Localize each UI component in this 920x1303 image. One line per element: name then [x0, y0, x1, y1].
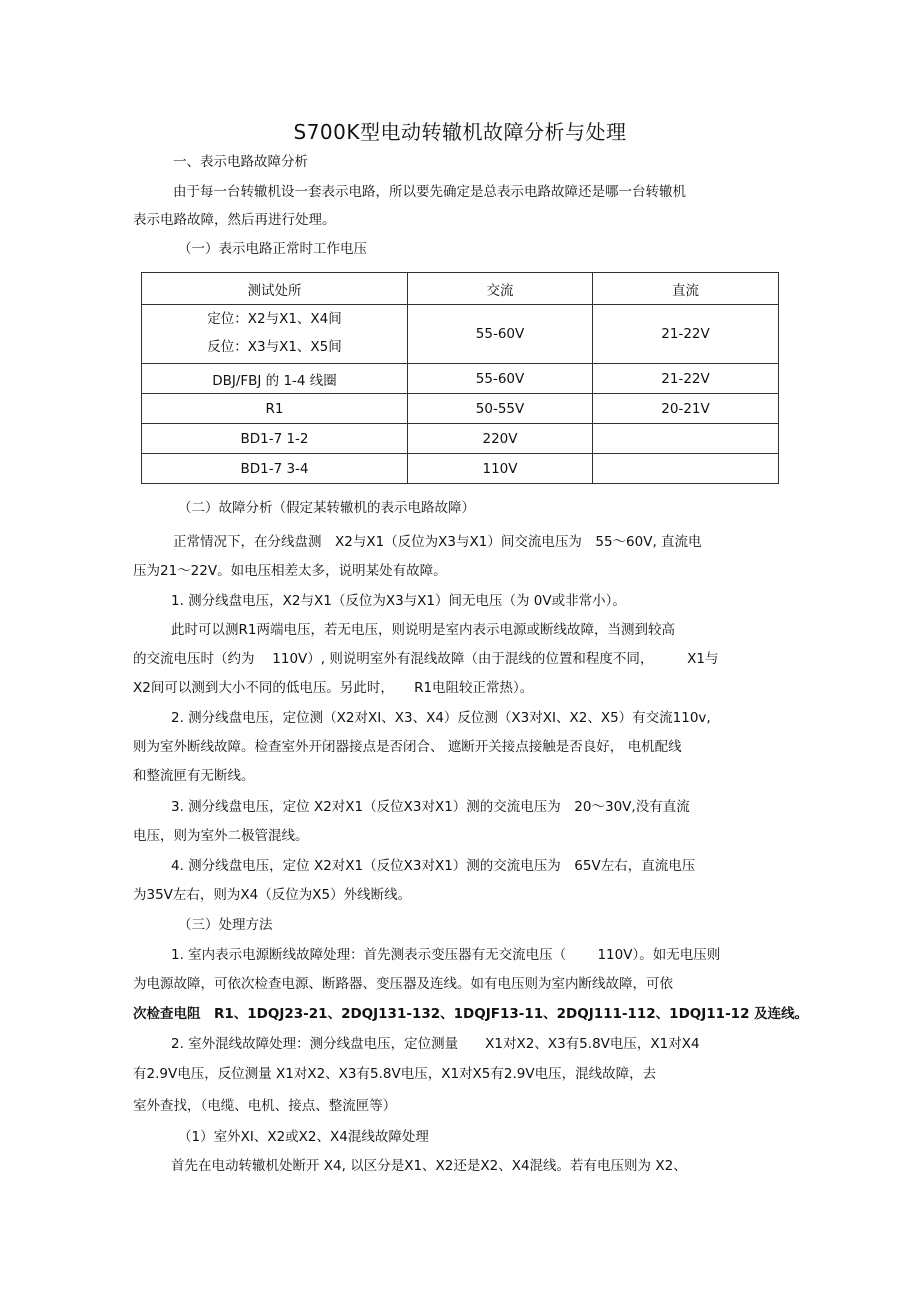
cell-ac: 220V	[408, 424, 593, 454]
table-row	[142, 364, 779, 394]
paragraph-normal-line2: 压为21～22V。如电压相差太多，说明某处有故障。	[133, 563, 447, 579]
paragraph-intro-line2: 表示电路故障，然后再进行处理。	[133, 212, 336, 228]
subsection2-heading: （二）故障分析（假定某转辙机的表示电路故障）	[178, 500, 475, 516]
cell-dc	[593, 454, 779, 484]
table-row	[142, 454, 779, 484]
item4-line2: 为35V左右，则为X4（反位为X5）外线断线。	[133, 887, 412, 903]
cell-ac: 110V	[408, 454, 593, 484]
paragraph-intro-line1: 由于每一台转辙机设一套表示电路，所以要先确定是总表示电路故障还是哪一台转辙机	[173, 184, 686, 200]
item2-line3: 和整流匣有无断线。	[133, 768, 255, 784]
cell-dc: 21-22V	[593, 305, 779, 364]
fix2-line2: 有2.9V电压，反位测量 X1对X2、X3有5.8V电压，X1对X5有2.9V电压，混线故障，去	[133, 1066, 657, 1082]
table-row	[142, 305, 779, 364]
section1-heading: 一、表示电路故障分析	[173, 154, 308, 170]
item1-line3: 的交流电压时（约为 110V）, 则说明室外有混线故障（由于混线的位置和程度不同， X1与	[133, 651, 719, 667]
item1-line4: X2间可以测到大小不同的低电压。另此时， R1电阻较正常热）。	[133, 680, 534, 696]
fix2-sub-line1: 首先在电动转辙机处断开 X4, 以区分是X1、X2还是X2、X4混线。若有电压则为 X2、	[171, 1158, 687, 1174]
item1-line2: 此时可以测R1两端电压，若无电压，则说明是室内表示电源或断线故障，当测到较高	[171, 622, 675, 638]
header-location: 测试处所	[142, 273, 408, 305]
subsection3-heading: （三）处理方法	[178, 917, 273, 933]
subsection1-heading: （一）表示电路正常时工作电压	[178, 241, 367, 257]
paragraph-normal-line1: 正常情况下，在分线盘测 X2与X1（反位为X3与X1）间交流电压为 55～60V, 直流电	[173, 534, 702, 550]
item3-line2: 电压，则为室外二极管混线。	[133, 828, 309, 844]
cell-ac: 55-60V	[408, 305, 593, 364]
fix2-subheading: （1）室外XI、X2或X2、X4混线故障处理	[178, 1129, 429, 1145]
cell-location: R1	[142, 394, 408, 424]
table-header-row	[142, 273, 779, 305]
header-dc: 直流	[593, 273, 779, 305]
cell-location: BD1-7 1-2	[142, 424, 408, 454]
cell-location-reverse: 反位：X3与X1、X5间	[207, 339, 342, 355]
cell-ac: 55-60V	[408, 364, 593, 394]
fix1-line1: 1. 室内表示电源断线故障处理：首先测表示变压器有无交流电压（ 110V）。如无电压则	[171, 947, 721, 963]
table-row	[142, 424, 779, 454]
item1-line1: 1. 测分线盘电压，X2与X1（反位为X3与X1）间无电压（为 0V或非常小）。	[171, 593, 626, 609]
fix2-line1: 2. 室外混线故障处理：测分线盘电压，定位测量 X1对X2、X3有5.8V电压，X1对X4	[171, 1036, 700, 1052]
cell-location-normal: 定位：X2与X1、X4间	[207, 311, 342, 327]
cell-location: BD1-7 3-4	[142, 454, 408, 484]
table-row	[142, 394, 779, 424]
page-title: S700K型电动转辙机故障分析与处理	[293, 120, 627, 144]
cell-ac: 50-55V	[408, 394, 593, 424]
fix2-line3: 室外查找，（电缆、电机、接点、整流匣等）	[133, 1098, 397, 1114]
voltage-table	[141, 272, 779, 484]
item3-line1: 3. 测分线盘电压，定位 X2对X1（反位X3对X1）测的交流电压为 20～30V,没有直流	[171, 799, 690, 815]
fix1-line3: 次检查电阻 R1、1DQJ23-21、2DQJ131-132、1DQJF13-11、2DQJ111-112、1DQJ11-12 及连线。	[133, 1006, 809, 1022]
cell-dc: 20-21V	[593, 394, 779, 424]
cell-location	[142, 305, 408, 364]
header-ac: 交流	[408, 273, 593, 305]
cell-dc	[593, 424, 779, 454]
item4-line1: 4. 测分线盘电压，定位 X2对X1（反位X3对X1）测的交流电压为 65V左右，直流电压	[171, 858, 696, 874]
item2-line2: 则为室外断线故障。检查室外开闭器接点是否闭合、 遮断开关接点接触是否良好， 电机配线	[133, 739, 682, 755]
cell-dc: 21-22V	[593, 364, 779, 394]
item2-line1: 2. 测分线盘电压，定位测（X2对XI、X3、X4）反位测（X3对XI、X2、X5）有交流110v,	[171, 710, 711, 726]
fix1-line2: 为电源故障，可依次检查电源、断路器、变压器及连线。如有电压则为室内断线故障，可依	[133, 976, 673, 992]
cell-location: DBJ/FBJ 的 1-4 线圈	[142, 364, 408, 394]
